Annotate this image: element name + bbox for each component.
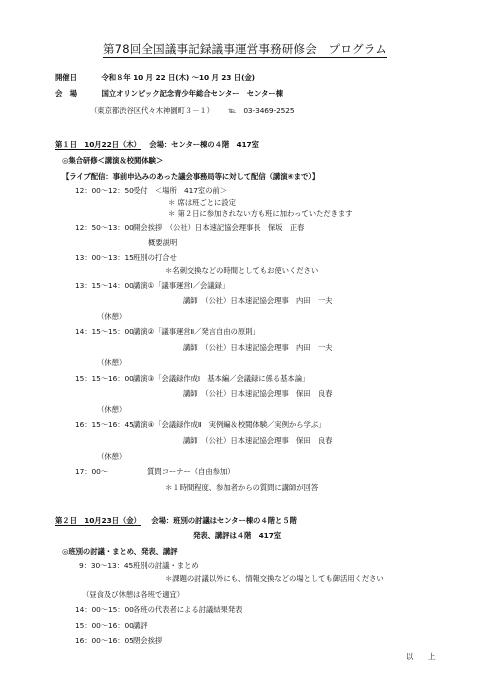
row-time: 13：15～14：00 — [75, 281, 134, 290]
row-text: 各班の代表者による討議結果発表 — [133, 605, 243, 614]
schedule-row — [75, 467, 235, 477]
schedule-row — [75, 636, 162, 646]
venue-value: 国立オリンピック記念青少年総合センター センター棟 — [101, 89, 283, 98]
day2-venue-1: 会場：班別の討議はセンター棟の４階と５階 — [151, 516, 297, 525]
schedule-row — [75, 420, 325, 430]
row-text: 閉会挨拶 — [133, 636, 163, 645]
date-value: 令和８年 10 月 22 日(木) ～10 月 23 日(金) — [101, 73, 255, 82]
row-time: 17：00～ — [75, 467, 108, 476]
date-label: 開催日 — [55, 73, 77, 82]
lecturer: 講師 （公社）日本速記協会理事 内田 一夫 — [183, 343, 333, 352]
schedule-row — [75, 327, 260, 337]
closing-mark: 以 上 — [406, 652, 436, 661]
row-text: 班別の討議・まとめ — [133, 561, 199, 570]
schedule-row — [75, 281, 229, 291]
row-time: 9：30～13：45 — [79, 561, 134, 570]
row-text: 講演①「議事運営Ⅰ／会議録」 — [133, 281, 230, 290]
break-row: （休憩） — [97, 358, 127, 367]
schedule-note: ＊１時間程度、参加者からの質問に講師が回答 — [165, 483, 319, 492]
row-text: 講評 — [133, 621, 148, 630]
row-text: 講演③「会議録作成Ⅰ 基本編／会議録に係る基本論」 — [133, 374, 310, 383]
schedule-row — [75, 605, 242, 615]
day1-venue: 会場：センター棟の４階 417室 — [149, 140, 259, 149]
row-time: 12：00～12：50 — [75, 186, 134, 195]
lunch-row: （昼食及び休憩は各班で適宜） — [82, 590, 185, 599]
row-time: 16：00～16：05 — [75, 636, 134, 645]
day1-heading: 第１日 10月22日（木） — [55, 140, 141, 149]
day2-group: ◎班別の討議・まとめ、発表、講評 — [62, 547, 178, 556]
lecturer: 講師 （公社）日本速記協会理事 内田 一夫 — [183, 296, 333, 305]
row-text: 班別の打合せ — [133, 253, 177, 262]
day1-heading-row — [55, 140, 259, 150]
schedule-row — [75, 621, 148, 631]
date-row — [55, 73, 255, 83]
row-time: 12：50～13：00 — [75, 223, 134, 232]
day1-group: ◎集合研修＜講演＆校閲体験＞ — [62, 156, 164, 165]
row-text: 質問コーナー（自由参加） — [147, 467, 235, 476]
schedule-row — [79, 561, 199, 571]
lecturer: 講師 （公社）日本速記協会理事 保田 良春 — [183, 389, 333, 398]
address-row — [90, 106, 295, 116]
row-text: 開会挨拶 （公社）日本速記協会理事長 保坂 正春 — [133, 223, 305, 232]
schedule-note: ＊名刺交換などの時間としてもお使いください — [165, 266, 319, 275]
row-time: 16：15～16：45 — [75, 420, 134, 429]
schedule-note: ＊ 第２日に参加されない方も班に加わっていただきます — [168, 209, 353, 218]
row-time: 13：00～13：15 — [75, 253, 134, 262]
document-title: 第78回全国議事記録議事運営事務研修会 プログラム — [102, 42, 387, 56]
row-time: 15：15～16：00 — [75, 374, 134, 383]
row-time: 14：15～15：00 — [75, 327, 134, 336]
break-row: （休憩） — [97, 405, 127, 414]
row-text: 講演②「議事運営Ⅱ／発言自由の原則」 — [133, 327, 260, 336]
schedule-note: ＊課題の討議以外にも、情報交換などの場としても御活用ください — [165, 574, 384, 583]
schedule-note: ＊ 席は班ごとに設定 — [168, 198, 236, 207]
break-row: （休憩） — [97, 452, 127, 461]
venue-row — [55, 89, 283, 99]
row-text: 講演④「会議録作成Ⅱ 実例編＆校閲体験／実例から学ぶ」 — [133, 420, 326, 429]
day2-venue-2: 発表、講評は４階 417室 — [193, 531, 282, 540]
row-time: 14：00～15：00 — [75, 605, 134, 614]
schedule-note: 概要説明 — [148, 238, 178, 247]
row-time: 15：00～16：00 — [75, 621, 134, 630]
schedule-row — [75, 223, 304, 233]
venue-label: 会 場 — [55, 89, 77, 98]
day2-heading-row — [55, 516, 297, 526]
address: （東京都渋谷区代々木神園町３－１） — [90, 106, 214, 115]
day2-heading: 第２日 10月23日（金） — [55, 516, 141, 525]
row-text: 受付 ＜場所 417室の前＞ — [133, 186, 228, 195]
schedule-row — [75, 253, 177, 263]
schedule-row — [75, 374, 309, 384]
schedule-row — [75, 186, 227, 196]
tel: ℡ 03-3469-2525 — [228, 106, 295, 115]
lecturer: 講師 （公社）日本速記協会理事 保田 良春 — [183, 436, 333, 445]
break-row: （休憩） — [97, 312, 127, 321]
day1-live: 【ライブ配信：事前申込みのあった議会事務局等に対して配信（講演④まで）】 — [62, 172, 320, 181]
